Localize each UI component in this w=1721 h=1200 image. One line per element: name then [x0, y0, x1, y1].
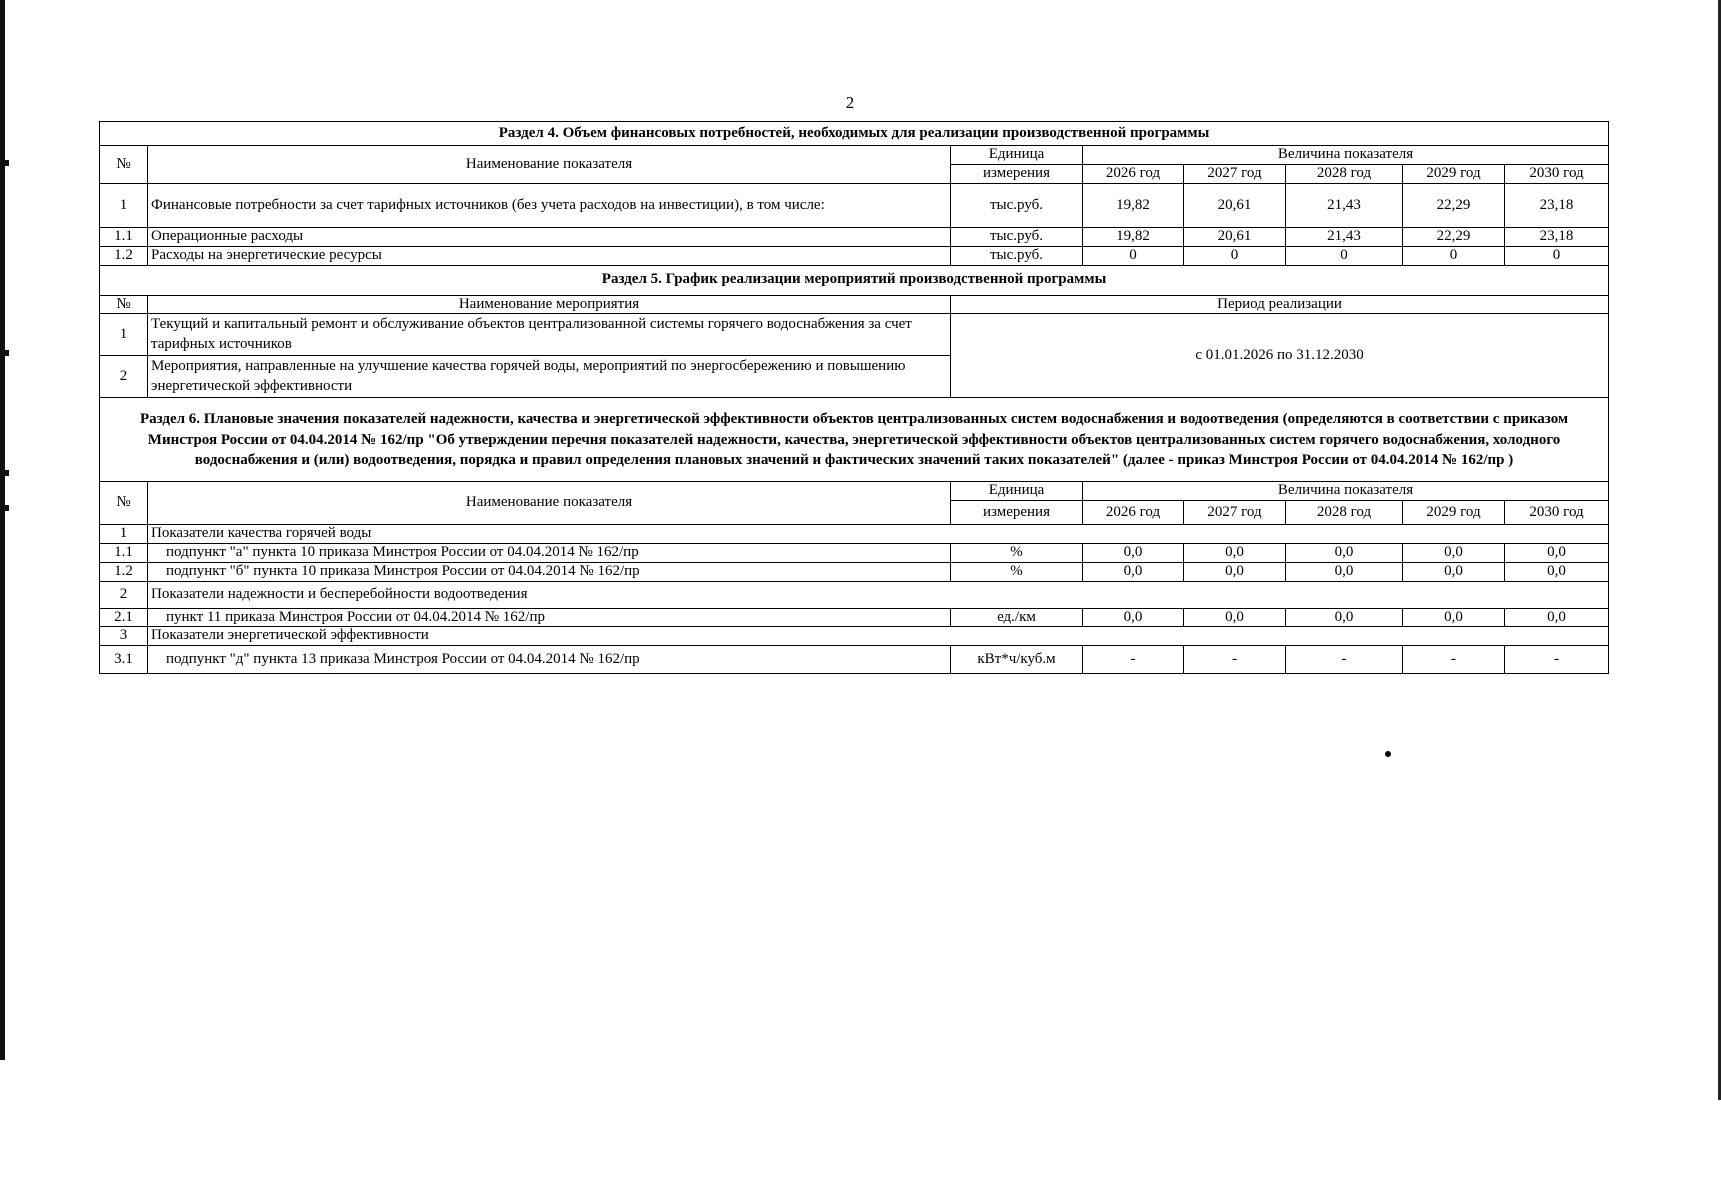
row-value: 21,43: [1286, 228, 1403, 247]
row-value: 0,0: [1505, 544, 1609, 563]
row-unit: %: [951, 544, 1083, 563]
year-header: 2029 год: [1403, 501, 1505, 525]
row-unit: %: [951, 562, 1083, 581]
scan-dot: [1385, 751, 1391, 757]
row-name: подпункт "б" пункта 10 приказа Минстроя России от 04.04.2014 № 162/пр: [148, 562, 951, 581]
row-value: -: [1505, 646, 1609, 674]
row-number: 1.1: [100, 544, 148, 563]
year-header: 2027 год: [1184, 165, 1286, 184]
section5-header-row: [100, 295, 1609, 314]
group-row: [100, 525, 1609, 544]
row-value: 0,0: [1505, 608, 1609, 627]
col-no-header: №: [100, 295, 148, 314]
row-number: 3.1: [100, 646, 148, 674]
row-value: -: [1184, 646, 1286, 674]
table-row: [100, 562, 1609, 581]
col-event-header: Наименование мероприятия: [148, 295, 951, 314]
section4-title: Раздел 4. Объем финансовых потребностей, необходимых для реализации производственной программы: [100, 122, 1609, 146]
production-program-table: [99, 121, 1609, 674]
row-name: подпункт "д" пункта 13 приказа Минстроя России от 04.04.2014 № 162/пр: [148, 646, 951, 674]
group-row: [100, 627, 1609, 646]
row-value: -: [1083, 646, 1184, 674]
group-number: 3: [100, 627, 148, 646]
row-value: 19,82: [1083, 184, 1184, 228]
row-value: 0: [1083, 246, 1184, 265]
row-value: 0,0: [1403, 608, 1505, 627]
year-header: 2026 год: [1083, 501, 1184, 525]
group-number: 1: [100, 525, 148, 544]
section4-title-row: [100, 122, 1609, 146]
row-value: 19,82: [1083, 228, 1184, 247]
row-value: 0,0: [1286, 562, 1403, 581]
row-number: 1: [100, 184, 148, 228]
row-value: 0,0: [1286, 544, 1403, 563]
col-unit-header-line2: измерения: [951, 165, 1083, 184]
row-number: 1.2: [100, 246, 148, 265]
row-value: 0,0: [1403, 562, 1505, 581]
table-row: [100, 184, 1609, 228]
row-value: 0: [1403, 246, 1505, 265]
table-row: [100, 608, 1609, 627]
col-name-header: Наименование показателя: [148, 482, 951, 525]
row-name: подпункт "а" пункта 10 приказа Минстроя России от 04.04.2014 № 162/пр: [148, 544, 951, 563]
row-unit: тыс.руб.: [951, 246, 1083, 265]
col-name-header: Наименование показателя: [148, 146, 951, 184]
row-value: 20,61: [1184, 184, 1286, 228]
row-number: 1.2: [100, 562, 148, 581]
section6-title-row: [100, 398, 1609, 482]
row-value: -: [1403, 646, 1505, 674]
group-name: Показатели надежности и бесперебойности водоотведения: [148, 581, 1609, 608]
row-value: 0,0: [1505, 562, 1609, 581]
col-no-header: №: [100, 482, 148, 525]
row-number: 1: [100, 314, 148, 356]
col-value-header: Величина показателя: [1083, 146, 1609, 165]
table-row: [100, 544, 1609, 563]
row-unit: тыс.руб.: [951, 228, 1083, 247]
section6-title: Раздел 6. Плановые значения показателей надежности, качества и энергетической эффективности объектов централизованных систем водоснабжения и водоотведения (определяются в соответствии с приказом Минстроя России от 04.04.2014 № 162/пр "Об утверждении перечня показателей надежности, качества, энергетической эффективности объектов централизованных систем горячего водоснабжения, холодного водоснабжения и (или) водоотведения, порядка и правил определения плановых значений и фактических значений таких показателей" (далее - приказ Минстроя России от 04.04.2014 № 162/пр ): [100, 398, 1609, 482]
row-name: Текущий и капитальный ремонт и обслуживание объектов централизованной системы горячего водоснабжения за счет тарифных источников: [148, 314, 951, 356]
row-value: 0,0: [1184, 608, 1286, 627]
row-value: 22,29: [1403, 184, 1505, 228]
row-name: Мероприятия, направленные на улучшение качества горячей воды, мероприятий по энергосбережению и повышению энергетической эффективности: [148, 356, 951, 398]
row-value: 0: [1184, 246, 1286, 265]
year-header: 2026 год: [1083, 165, 1184, 184]
row-unit: тыс.руб.: [951, 184, 1083, 228]
row-value: -: [1286, 646, 1403, 674]
col-unit-header-line2: измерения: [951, 501, 1083, 525]
group-number: 2: [100, 581, 148, 608]
group-name: Показатели энергетической эффективности: [148, 627, 1609, 646]
row-name: Финансовые потребности за счет тарифных источников (без учета расходов на инвестиции), в том числе:: [148, 184, 951, 228]
row-value: 21,43: [1286, 184, 1403, 228]
year-header: 2028 год: [1286, 165, 1403, 184]
col-period-header: Период реализации: [951, 295, 1609, 314]
col-unit-header-line1: Единица: [951, 146, 1083, 165]
year-header: 2029 год: [1403, 165, 1505, 184]
group-row: [100, 581, 1609, 608]
year-header: 2027 год: [1184, 501, 1286, 525]
scan-edge-left: [0, 0, 5, 1060]
row-value: 23,18: [1505, 184, 1609, 228]
table-row: [100, 246, 1609, 265]
implementation-period: с 01.01.2026 по 31.12.2030: [951, 314, 1609, 398]
year-header: 2030 год: [1505, 165, 1609, 184]
row-value: 22,29: [1403, 228, 1505, 247]
table-row: [100, 646, 1609, 674]
year-header: 2028 год: [1286, 501, 1403, 525]
scan-notch: [0, 160, 9, 166]
section5-title-row: [100, 265, 1609, 295]
col-unit-header-line1: Единица: [951, 482, 1083, 501]
row-value: 0,0: [1286, 608, 1403, 627]
table-row: [100, 228, 1609, 247]
col-no-header: №: [100, 146, 148, 184]
section5-title: Раздел 5. График реализации мероприятий производственной программы: [100, 265, 1609, 295]
row-value: 0,0: [1184, 562, 1286, 581]
table-row: [100, 314, 1609, 356]
row-unit: кВт*ч/куб.м: [951, 646, 1083, 674]
row-value: 0,0: [1083, 608, 1184, 627]
scan-notch: [0, 350, 9, 356]
row-number: 1.1: [100, 228, 148, 247]
row-number: 2.1: [100, 608, 148, 627]
row-name: Операционные расходы: [148, 228, 951, 247]
col-value-header: Величина показателя: [1083, 482, 1609, 501]
page-number: 2: [845, 93, 855, 112]
row-value: 20,61: [1184, 228, 1286, 247]
row-value: 0,0: [1403, 544, 1505, 563]
row-name: пункт 11 приказа Минстроя России от 04.04.2014 № 162/пр: [148, 608, 951, 627]
scan-notch: [0, 505, 9, 511]
row-value: 0: [1505, 246, 1609, 265]
row-value: 23,18: [1505, 228, 1609, 247]
row-value: 0,0: [1184, 544, 1286, 563]
section4-header-row-1: [100, 146, 1609, 165]
row-value: 0,0: [1083, 544, 1184, 563]
section6-header-row-1: [100, 482, 1609, 501]
row-number: 2: [100, 356, 148, 398]
row-name: Расходы на энергетические ресурсы: [148, 246, 951, 265]
year-header: 2030 год: [1505, 501, 1609, 525]
group-name: Показатели качества горячей воды: [148, 525, 1609, 544]
scan-notch: [0, 470, 9, 476]
row-unit: ед./км: [951, 608, 1083, 627]
row-value: 0: [1286, 246, 1403, 265]
row-value: 0,0: [1083, 562, 1184, 581]
